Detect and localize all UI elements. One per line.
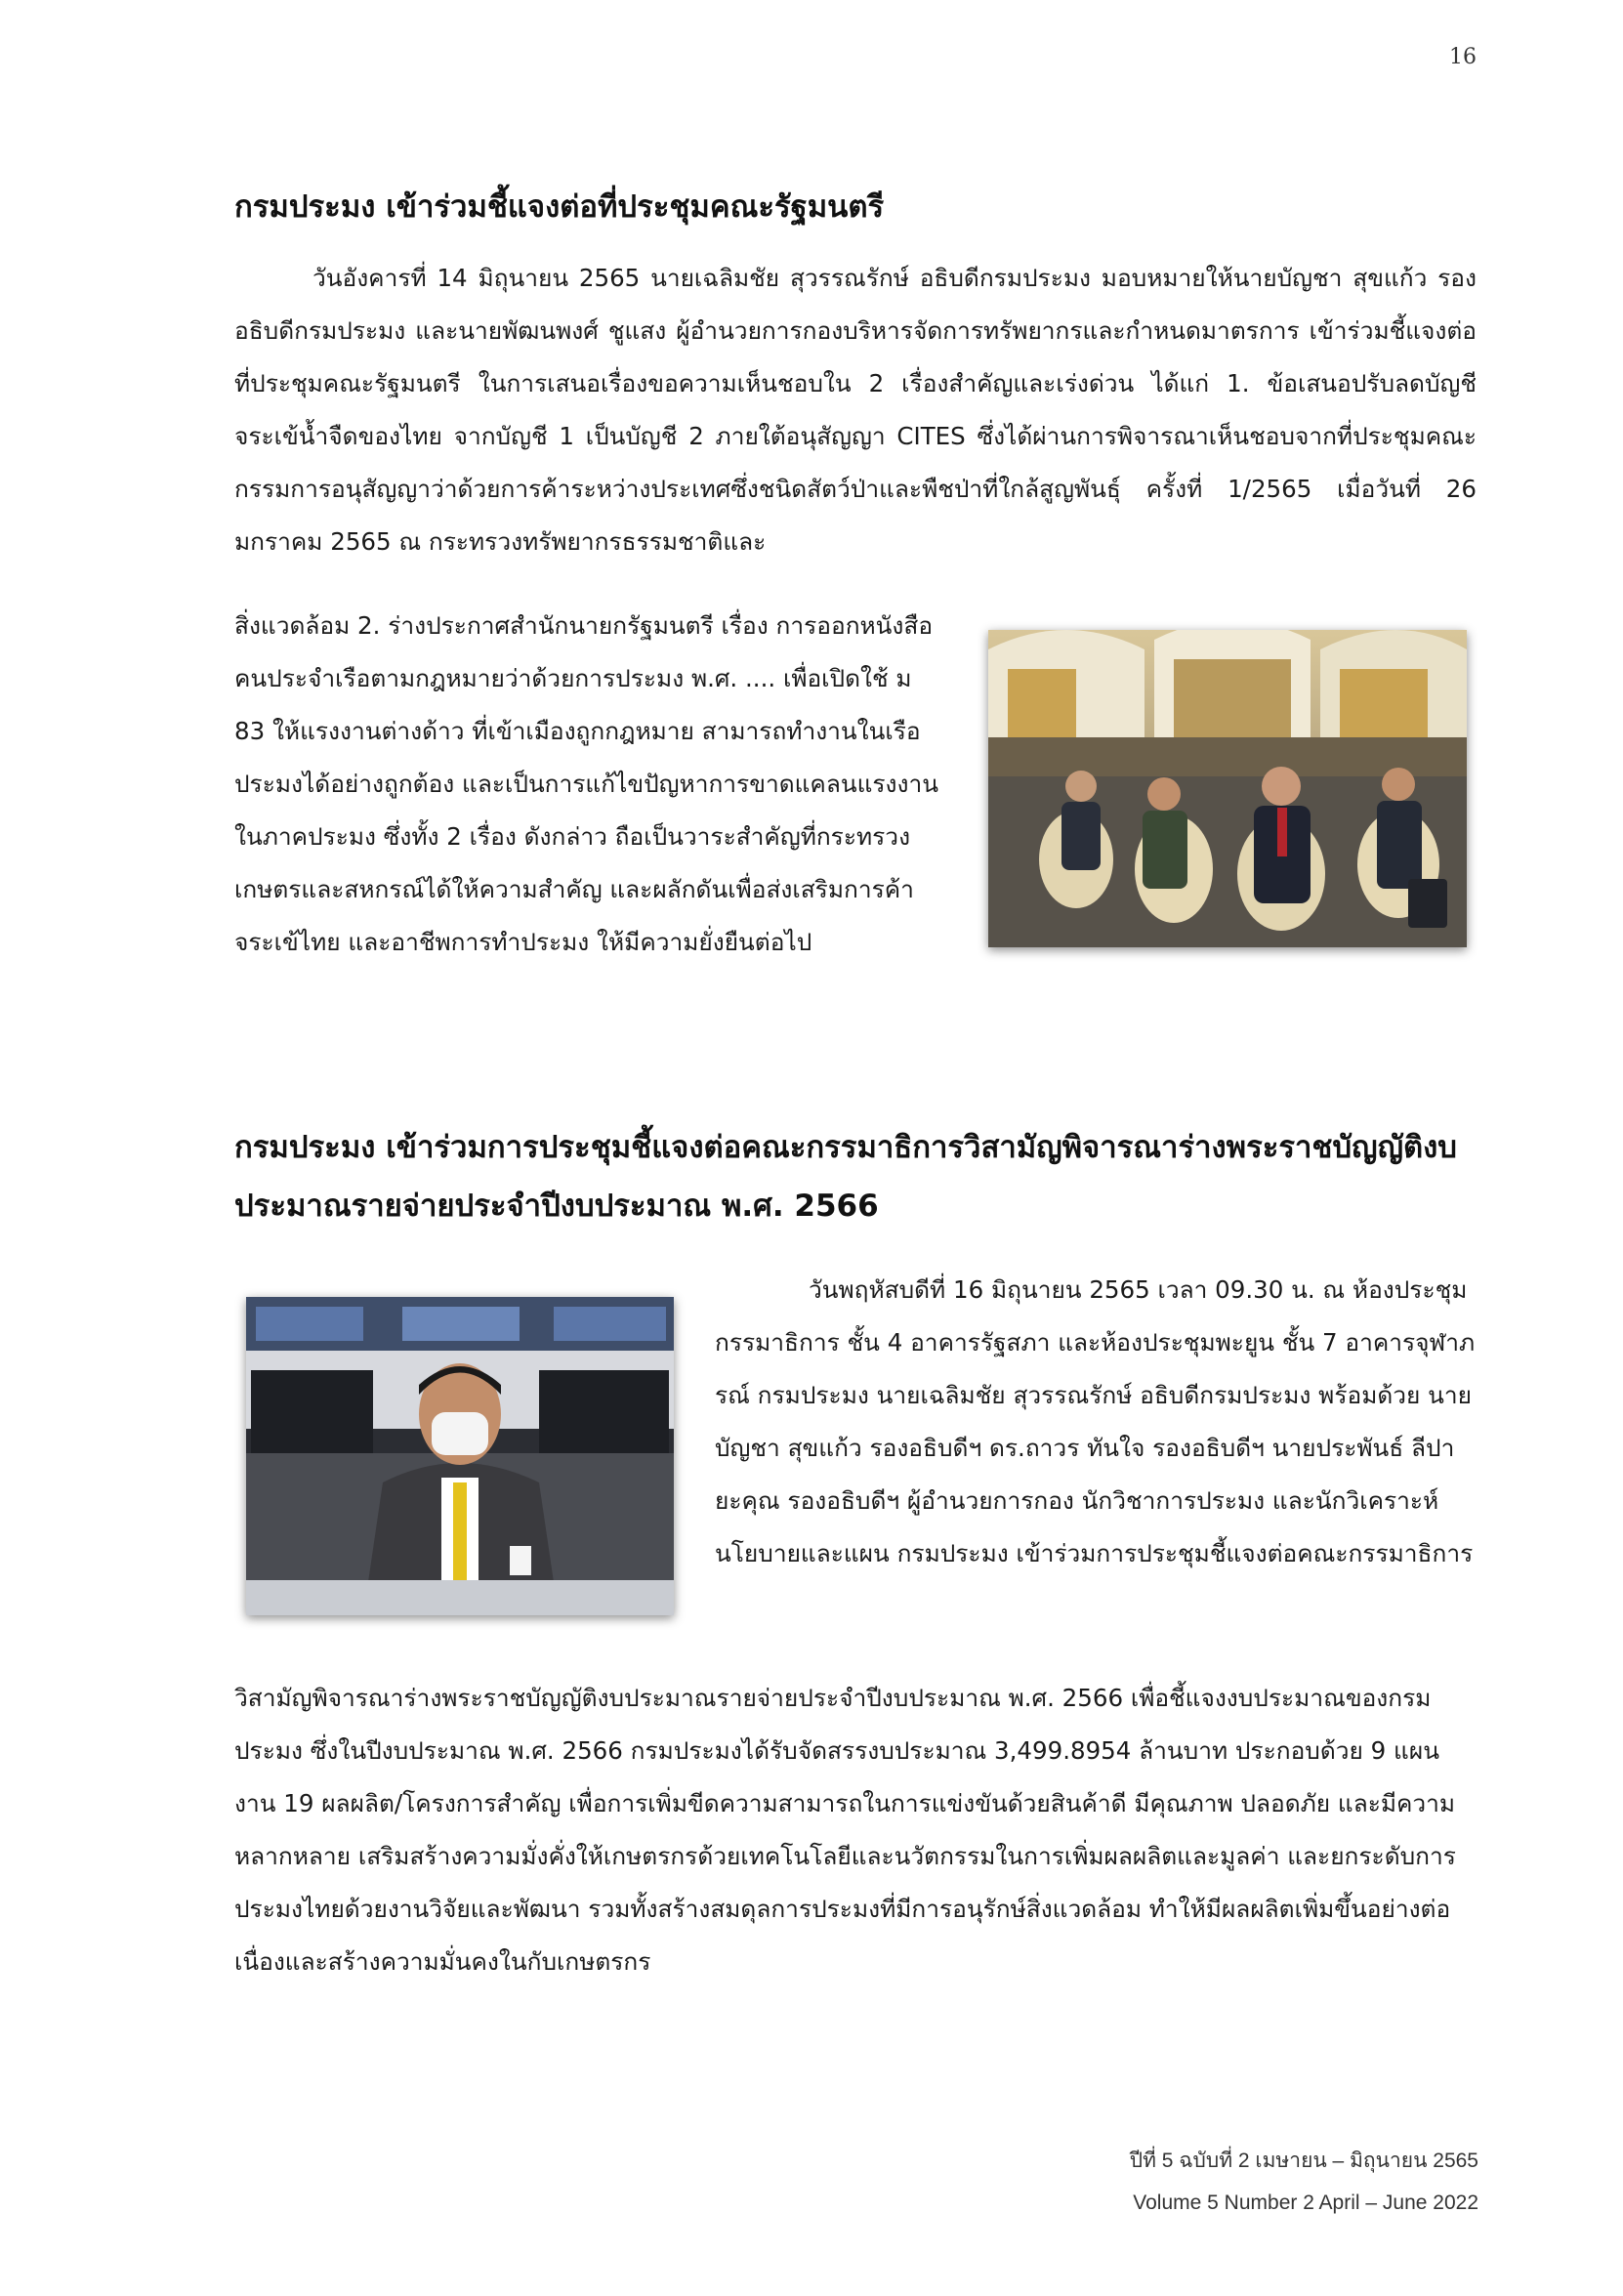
section1-paragraph: วันอังคารที่ 14 มิถุนายน 2565 นายเฉลิมชัย สุวรรณรักษ์ อธิบดีกรมประมง มอบหมายให้นายบัญชา สุขแก้ว รองอธิบดีกรมประมง และนายพัฒนพงศ์ ชูแสง ผู้อำนวยการกองบริหารจัดการทรัพยากรและกำหนดมาตรการ เข้าร่วมชี้แจงต่อที่ประชุมคณะรัฐมนตรี ในการเสนอเรื่องขอความเห็นชอบใน 2 เรื่องสำคัญและเร่งด่วน ได้แก่ 1. ข้อเสนอปรับลดบัญชีจระเข้น้ำจืดของไทย จากบัญชี 1 เป็นบัญชี 2 ภายใต้อนุสัญญา CITES ซึ่งได้ผ่านการพิจารณาเห็นชอบจากที่ประชุมคณะกรรมการอนุสัญญาว่าด้วยการค้าระหว่างประเทศซึ่งชนิดสัตว์ป่าและพืชป่าที่ใกล้สูญพันธุ์ ครั้งที่ 1/2565 เมื่อวันที่ 26 มกราคม 2565 ณ กระทรวงทรัพยากรธรรมชาติและ	[234, 264, 1477, 556]
page-number: 16	[1449, 45, 1477, 69]
section2-paragraph-continued: วิสามัญพิจารณาร่างพระราชบัญญัติงบประมาณรายจ่ายประจำปีงบประมาณ พ.ศ. 2566 เพื่อชี้แจงงบประมาณของกรมประมง ซึ่งในปีงบประมาณ พ.ศ. 2566 กรมประมงได้รับจัดสรรงบประมาณ 3,499.8954 ล้านบาท ประกอบด้วย 9 แผนงาน 19 ผลผลิต/โครงการสำคัญ เพื่อการเพิ่มขีดความสามารถในการแข่งขันด้วยสินค้าดี มีคุณภาพ ปลอดภัย และมีความหลากหลาย เสริมสร้างความมั่งคั่งให้เกษตรกรด้วยเทคโนโลยีและนวัตกรรมในการเพิ่มผลผลิตและมูลค่า และยกระดับการประมงไทยด้วยงานวิจัยและพัฒนา รวมทั้งสร้างสมดุลการประมงที่มีการอนุรักษ์สิ่งแวดล้อม ทำให้มีผลผลิตเพิ่มขึ้นอย่างต่อเนื่องและสร้างความมั่นคงในกับเกษตรกร	[234, 1684, 1456, 1976]
budget-committee-photo	[246, 1297, 674, 1615]
section1-paragraph-continued: สิ่งแวดล้อม 2. ร่างประกาศสำนักนายกรัฐมนตรี เรื่อง การออกหนังสือคนประจำเรือตามกฎหมายว่าด้วยการประมง พ.ศ. .... เพื่อเปิดใช้ ม 83 ให้แรงงานต่างด้าว ที่เข้าเมืองถูกกฎหมาย สามารถทำงานในเรือประมงได้อย่างถูกต้อง และเป็นการแก้ไขปัญหาการขาดแคลนแรงงานในภาคประมง ซึ่งทั้ง 2 เรื่อง ดังกล่าว ถือเป็นวาระสำคัญที่กระทรวงเกษตรและสหกรณ์ได้ให้ความสำคัญ และผลักดันเพื่อส่งเสริมการค้าจระเข้ไทย และอาชีพการทำประมง ให้มีความยั่งยืนต่อไป	[234, 611, 938, 956]
section2-paragraph: วันพฤหัสบดีที่ 16 มิถุนายน 2565 เวลา 09.30 น. ณ ห้องประชุมกรรมาธิการ ชั้น 4 อาคารรัฐสภา และห้องประชุมพะยูน ชั้น 7 อาคารจุฬาภรณ์ กรมประมง นายเฉลิมชัย สุวรรณรักษ์ อธิบดีกรมประมง พร้อมด้วย นายบัญชา สุขแก้ว รองอธิบดีฯ ดร.ถาวร ทันใจ รองอธิบดีฯ นายประพันธ์ ลีปายะคุณ รองอธิบดีฯ ผู้อำนวยการกอง นักวิชาการประมง และนักวิเคราะห์นโยบายและแผน กรมประมง เข้าร่วมการประชุมชี้แจงต่อคณะกรรมาธิการ	[715, 1275, 1476, 1567]
footer-issue-thai: ปีที่ 5 ฉบับที่ 2 เมษายน – มิถุนายน 2565	[1129, 2150, 1478, 2172]
section2-heading: กรมประมง เข้าร่วมการประชุมชี้แจงต่อคณะกรรมาธิการวิสามัญพิจารณาร่างพระราชบัญญัติงบประมาณรายจ่ายประจำปีงบประมาณ พ.ศ. 2566	[234, 1130, 1457, 1224]
cabinet-meeting-photo	[988, 630, 1467, 947]
footer-issue-english: Volume 5 Number 2 April – June 2022	[1133, 2192, 1478, 2214]
section1-heading: กรมประมง เข้าร่วมชี้แจงต่อที่ประชุมคณะรัฐมนตรี	[234, 189, 885, 225]
